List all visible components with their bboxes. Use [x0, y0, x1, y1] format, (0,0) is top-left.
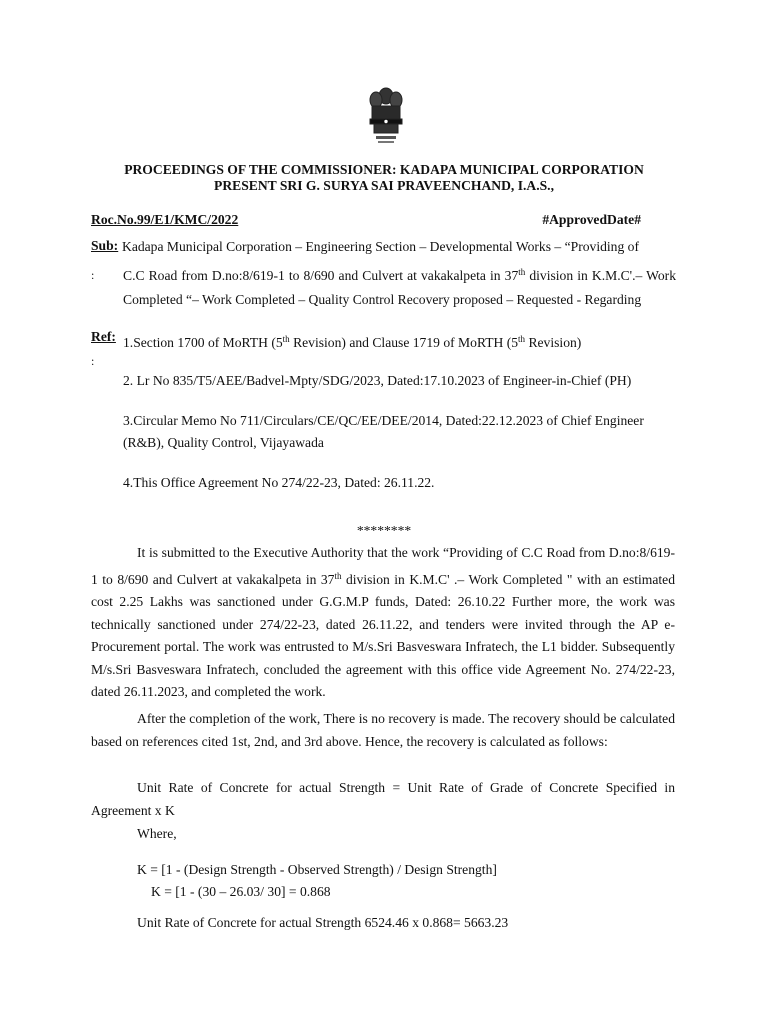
ref1-text-c: Revision) [525, 335, 582, 350]
subject-line1 [123, 235, 676, 259]
subject-label: Sub: [91, 238, 119, 253]
national-emblem-icon [362, 86, 410, 148]
ref1-text-b: Revision) and Clause 1719 of MoRTH (5 [289, 335, 519, 350]
p1-sup: th [334, 570, 342, 581]
body-paragraph-3: Unit Rate of Concrete for actual Strength = Unit Rate of Grade of Concrete Specified in Agreement x K [91, 780, 675, 818]
subject-text-1: Kadapa Municipal Corporation – Engineering Section – Developmental Works – “Providing of [122, 239, 639, 254]
approved-date: #ApprovedDate# [542, 212, 641, 227]
proceedings-heading: PROCEEDINGS OF THE COMMISSIONER: KADAPA MUNICIPAL CORPORATION [124, 162, 644, 177]
commissioner-line: PRESENT SRI G. SURYA SAI PRAVEENCHAND, I.A.S., [214, 178, 554, 193]
subject-line2 [123, 260, 676, 312]
ref1-sup-2: th [518, 334, 526, 344]
subject-colon: : [91, 268, 95, 282]
reference-1 [123, 328, 678, 354]
roc-number: Roc.No.99/E1/KMC/2022 [91, 212, 239, 227]
separator: ******** [356, 523, 412, 538]
body-paragraph-1 [91, 542, 675, 704]
ref-colon: : [91, 354, 95, 368]
reference-2: 2. Lr No 835/T5/AEE/Badvel-Mpty/SDG/2023, Dated:17.10.2023 of Engineer-in-Chief (PH) [123, 373, 632, 388]
formula-k-value: K = [1 - (30 – 26.03/ 30] = 0.868 [151, 884, 331, 899]
formula-k-definition: K = [1 - (Design Strength - Observed Strength) / Design Strength] [137, 862, 497, 877]
reference-3: 3.Circular Memo No 711/Circulars/CE/QC/EE/DEE/2014, Dated:22.12.2023 of Chief Engineer (R&B), Quality Control, Vijayawada [123, 413, 644, 450]
where-label: Where, [137, 826, 177, 841]
reference-4: 4.This Office Agreement No 274/22-23, Dated: 26.11.22. [123, 475, 435, 490]
p1-text-a: It is submitted to the Executive Authority that the work “Providing of C.C Road from D.no:8/619-1 to 8/690 and Culvert at vakakalpeta in 37 [91, 545, 675, 587]
body-paragraph-2: After the completion of the work, There is no recovery is made. The recovery should be calculated based on references cited 1st, 2nd, and 3rd above. Hence, the recovery is calculated as follows: [91, 711, 675, 749]
ref1-sup-1: th [282, 334, 290, 344]
subject-sup: th [518, 267, 526, 277]
result-line: Unit Rate of Concrete for actual Strength 6524.46 x 0.868= 5663.23 [137, 915, 509, 930]
ref-label: Ref: [91, 329, 116, 344]
ref1-text-a: 1.Section 1700 of MoRTH (5 [123, 335, 283, 350]
subject-text-2a: C.C Road from D.no:8/619-1 to 8/690 and Culvert at vakakalpeta in 37 [123, 268, 519, 283]
subject-text-2b: division in K.M.C'.– Work Completed “– Work Completed – Quality Control Recovery proposed – Requested - Regarding [123, 268, 676, 307]
p1-text-b: division in K.M.C' .– Work Completed " with an estimated cost 2.25 Lakhs was sanctioned under G.G.M.P funds, Dated: 26.10.22 Further more, the work was technically sanctioned under 274/22-23, dated 26.11.22, and tenders were invited through the AP e-Procurement portal. The work was entrusted to M/s.Sri Basveswara Infratech, the L1 bidder. Subsequently M/s.Sri Basveswara Infratech, concluded the agreement with this office vide Agreement No. 274/22-23, dated 26.11.2023, and completed the work. [91, 571, 676, 699]
